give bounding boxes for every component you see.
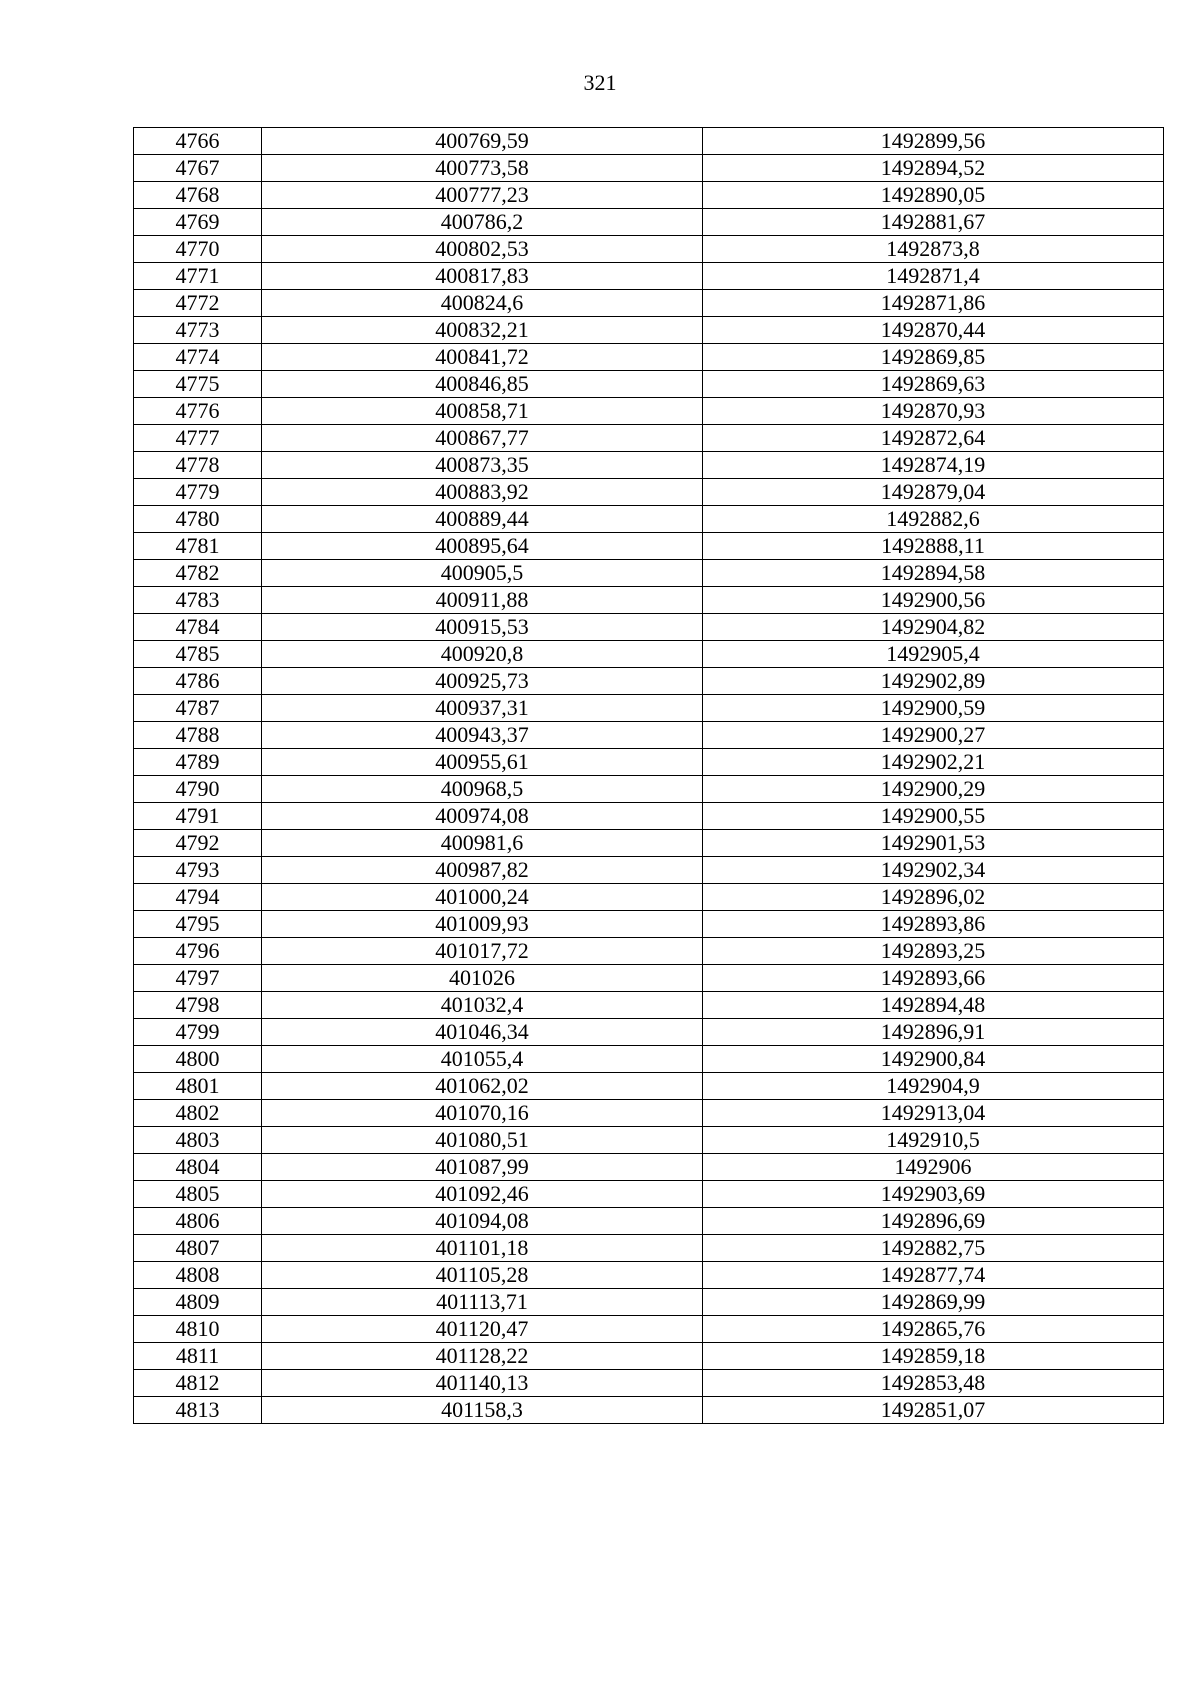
x-coordinate-cell: 401009,93 — [262, 911, 703, 938]
y-coordinate-cell: 1492900,29 — [703, 776, 1164, 803]
x-coordinate-cell: 401046,34 — [262, 1019, 703, 1046]
point-number-cell: 4793 — [134, 857, 262, 884]
x-coordinate-cell: 400777,23 — [262, 182, 703, 209]
x-coordinate-cell: 401113,71 — [262, 1289, 703, 1316]
x-coordinate-cell: 401087,99 — [262, 1154, 703, 1181]
y-coordinate-cell: 1492893,25 — [703, 938, 1164, 965]
point-number-cell: 4782 — [134, 560, 262, 587]
point-number-cell: 4795 — [134, 911, 262, 938]
x-coordinate-cell: 400920,8 — [262, 641, 703, 668]
y-coordinate-cell: 1492900,55 — [703, 803, 1164, 830]
y-coordinate-cell: 1492882,75 — [703, 1235, 1164, 1262]
table-row — [134, 317, 1164, 344]
table-row — [134, 1019, 1164, 1046]
y-coordinate-cell: 1492899,56 — [703, 128, 1164, 155]
y-coordinate-cell: 1492904,9 — [703, 1073, 1164, 1100]
point-number-cell: 4776 — [134, 398, 262, 425]
x-coordinate-cell: 401062,02 — [262, 1073, 703, 1100]
point-number-cell: 4798 — [134, 992, 262, 1019]
y-coordinate-cell: 1492879,04 — [703, 479, 1164, 506]
point-number-cell: 4784 — [134, 614, 262, 641]
point-number-cell: 4767 — [134, 155, 262, 182]
table-row — [134, 560, 1164, 587]
y-coordinate-cell: 1492900,56 — [703, 587, 1164, 614]
y-coordinate-cell: 1492873,8 — [703, 236, 1164, 263]
table-row — [134, 1235, 1164, 1262]
x-coordinate-cell: 401092,46 — [262, 1181, 703, 1208]
point-number-cell: 4766 — [134, 128, 262, 155]
point-number-cell: 4796 — [134, 938, 262, 965]
table-row — [134, 803, 1164, 830]
table-row — [134, 128, 1164, 155]
y-coordinate-cell: 1492910,5 — [703, 1127, 1164, 1154]
point-number-cell: 4807 — [134, 1235, 262, 1262]
x-coordinate-cell: 401120,47 — [262, 1316, 703, 1343]
x-coordinate-cell: 401000,24 — [262, 884, 703, 911]
y-coordinate-cell: 1492874,19 — [703, 452, 1164, 479]
point-number-cell: 4772 — [134, 290, 262, 317]
point-number-cell: 4788 — [134, 722, 262, 749]
x-coordinate-cell: 400943,37 — [262, 722, 703, 749]
y-coordinate-cell: 1492851,07 — [703, 1397, 1164, 1424]
x-coordinate-cell: 400883,92 — [262, 479, 703, 506]
table-row — [134, 1073, 1164, 1100]
y-coordinate-cell: 1492894,52 — [703, 155, 1164, 182]
x-coordinate-cell: 400889,44 — [262, 506, 703, 533]
y-coordinate-cell: 1492900,84 — [703, 1046, 1164, 1073]
y-coordinate-cell: 1492896,69 — [703, 1208, 1164, 1235]
x-coordinate-cell: 400915,53 — [262, 614, 703, 641]
table-row — [134, 533, 1164, 560]
table-row — [134, 614, 1164, 641]
table-row — [134, 398, 1164, 425]
x-coordinate-cell: 401026 — [262, 965, 703, 992]
y-coordinate-cell: 1492906 — [703, 1154, 1164, 1181]
x-coordinate-cell: 400824,6 — [262, 290, 703, 317]
y-coordinate-cell: 1492904,82 — [703, 614, 1164, 641]
x-coordinate-cell: 400955,61 — [262, 749, 703, 776]
point-number-cell: 4792 — [134, 830, 262, 857]
y-coordinate-cell: 1492859,18 — [703, 1343, 1164, 1370]
x-coordinate-cell: 400981,6 — [262, 830, 703, 857]
y-coordinate-cell: 1492871,86 — [703, 290, 1164, 317]
table-row — [134, 1289, 1164, 1316]
x-coordinate-cell: 400968,5 — [262, 776, 703, 803]
x-coordinate-cell: 400786,2 — [262, 209, 703, 236]
x-coordinate-cell: 401032,4 — [262, 992, 703, 1019]
table-row — [134, 992, 1164, 1019]
table-row — [134, 911, 1164, 938]
x-coordinate-cell: 401140,13 — [262, 1370, 703, 1397]
point-number-cell: 4797 — [134, 965, 262, 992]
table-row — [134, 1316, 1164, 1343]
x-coordinate-cell: 400773,58 — [262, 155, 703, 182]
y-coordinate-cell: 1492872,64 — [703, 425, 1164, 452]
point-number-cell: 4812 — [134, 1370, 262, 1397]
x-coordinate-cell: 401101,18 — [262, 1235, 703, 1262]
point-number-cell: 4799 — [134, 1019, 262, 1046]
y-coordinate-cell: 1492900,27 — [703, 722, 1164, 749]
point-number-cell: 4806 — [134, 1208, 262, 1235]
table-row — [134, 1154, 1164, 1181]
x-coordinate-cell: 401017,72 — [262, 938, 703, 965]
x-coordinate-cell: 400987,82 — [262, 857, 703, 884]
table-row — [134, 236, 1164, 263]
point-number-cell: 4774 — [134, 344, 262, 371]
y-coordinate-cell: 1492869,63 — [703, 371, 1164, 398]
x-coordinate-cell: 400937,31 — [262, 695, 703, 722]
y-coordinate-cell: 1492903,69 — [703, 1181, 1164, 1208]
point-number-cell: 4773 — [134, 317, 262, 344]
x-coordinate-cell: 400911,88 — [262, 587, 703, 614]
x-coordinate-cell: 401080,51 — [262, 1127, 703, 1154]
table-row — [134, 668, 1164, 695]
y-coordinate-cell: 1492870,93 — [703, 398, 1164, 425]
point-number-cell: 4803 — [134, 1127, 262, 1154]
y-coordinate-cell: 1492890,05 — [703, 182, 1164, 209]
x-coordinate-cell: 400846,85 — [262, 371, 703, 398]
point-number-cell: 4800 — [134, 1046, 262, 1073]
table-row — [134, 1397, 1164, 1424]
point-number-cell: 4785 — [134, 641, 262, 668]
y-coordinate-cell: 1492901,53 — [703, 830, 1164, 857]
table-row — [134, 938, 1164, 965]
table-row — [134, 884, 1164, 911]
y-coordinate-cell: 1492893,66 — [703, 965, 1164, 992]
point-number-cell: 4779 — [134, 479, 262, 506]
x-coordinate-cell: 400858,71 — [262, 398, 703, 425]
y-coordinate-cell: 1492869,85 — [703, 344, 1164, 371]
table-row — [134, 722, 1164, 749]
x-coordinate-cell: 400895,64 — [262, 533, 703, 560]
point-number-cell: 4813 — [134, 1397, 262, 1424]
table-row — [134, 965, 1164, 992]
point-number-cell: 4801 — [134, 1073, 262, 1100]
table-row — [134, 1343, 1164, 1370]
x-coordinate-cell: 401158,3 — [262, 1397, 703, 1424]
point-number-cell: 4781 — [134, 533, 262, 560]
y-coordinate-cell: 1492888,11 — [703, 533, 1164, 560]
x-coordinate-cell: 401105,28 — [262, 1262, 703, 1289]
table-row — [134, 344, 1164, 371]
coordinates-table-body — [134, 128, 1164, 1424]
x-coordinate-cell: 401094,08 — [262, 1208, 703, 1235]
point-number-cell: 4780 — [134, 506, 262, 533]
table-row — [134, 830, 1164, 857]
table-row — [134, 425, 1164, 452]
table-row — [134, 1208, 1164, 1235]
table-row — [134, 479, 1164, 506]
table-row — [134, 641, 1164, 668]
point-number-cell: 4783 — [134, 587, 262, 614]
x-coordinate-cell: 400769,59 — [262, 128, 703, 155]
y-coordinate-cell: 1492881,67 — [703, 209, 1164, 236]
y-coordinate-cell: 1492902,21 — [703, 749, 1164, 776]
y-coordinate-cell: 1492870,44 — [703, 317, 1164, 344]
point-number-cell: 4811 — [134, 1343, 262, 1370]
table-row — [134, 857, 1164, 884]
point-number-cell: 4769 — [134, 209, 262, 236]
y-coordinate-cell: 1492894,48 — [703, 992, 1164, 1019]
point-number-cell: 4809 — [134, 1289, 262, 1316]
table-row — [134, 1262, 1164, 1289]
x-coordinate-cell: 400817,83 — [262, 263, 703, 290]
y-coordinate-cell: 1492900,59 — [703, 695, 1164, 722]
point-number-cell: 4771 — [134, 263, 262, 290]
table-row — [134, 506, 1164, 533]
table-row — [134, 1127, 1164, 1154]
table-row — [134, 209, 1164, 236]
page-number: 321 — [583, 70, 617, 95]
point-number-cell: 4789 — [134, 749, 262, 776]
x-coordinate-cell: 401128,22 — [262, 1343, 703, 1370]
point-number-cell: 4770 — [134, 236, 262, 263]
x-coordinate-cell: 400832,21 — [262, 317, 703, 344]
table-row — [134, 749, 1164, 776]
y-coordinate-cell: 1492894,58 — [703, 560, 1164, 587]
x-coordinate-cell: 401055,4 — [262, 1046, 703, 1073]
y-coordinate-cell: 1492882,6 — [703, 506, 1164, 533]
x-coordinate-cell: 400925,73 — [262, 668, 703, 695]
y-coordinate-cell: 1492853,48 — [703, 1370, 1164, 1397]
table-row — [134, 1100, 1164, 1127]
y-coordinate-cell: 1492865,76 — [703, 1316, 1164, 1343]
y-coordinate-cell: 1492913,04 — [703, 1100, 1164, 1127]
x-coordinate-cell: 400841,72 — [262, 344, 703, 371]
y-coordinate-cell: 1492902,89 — [703, 668, 1164, 695]
point-number-cell: 4786 — [134, 668, 262, 695]
point-number-cell: 4810 — [134, 1316, 262, 1343]
table-row — [134, 263, 1164, 290]
table-row — [134, 587, 1164, 614]
table-row — [134, 182, 1164, 209]
point-number-cell: 4768 — [134, 182, 262, 209]
point-number-cell: 4804 — [134, 1154, 262, 1181]
y-coordinate-cell: 1492869,99 — [703, 1289, 1164, 1316]
y-coordinate-cell: 1492905,4 — [703, 641, 1164, 668]
y-coordinate-cell: 1492902,34 — [703, 857, 1164, 884]
table-row — [134, 776, 1164, 803]
table-row — [134, 1370, 1164, 1397]
point-number-cell: 4791 — [134, 803, 262, 830]
x-coordinate-cell: 400873,35 — [262, 452, 703, 479]
table-row — [134, 695, 1164, 722]
point-number-cell: 4805 — [134, 1181, 262, 1208]
table-row — [134, 1046, 1164, 1073]
y-coordinate-cell: 1492893,86 — [703, 911, 1164, 938]
table-row — [134, 290, 1164, 317]
y-coordinate-cell: 1492896,91 — [703, 1019, 1164, 1046]
point-number-cell: 4808 — [134, 1262, 262, 1289]
y-coordinate-cell: 1492896,02 — [703, 884, 1164, 911]
point-number-cell: 4790 — [134, 776, 262, 803]
point-number-cell: 4777 — [134, 425, 262, 452]
x-coordinate-cell: 400867,77 — [262, 425, 703, 452]
point-number-cell: 4775 — [134, 371, 262, 398]
x-coordinate-cell: 400802,53 — [262, 236, 703, 263]
point-number-cell: 4778 — [134, 452, 262, 479]
x-coordinate-cell: 400974,08 — [262, 803, 703, 830]
table-row — [134, 452, 1164, 479]
table-row — [134, 155, 1164, 182]
point-number-cell: 4794 — [134, 884, 262, 911]
x-coordinate-cell: 401070,16 — [262, 1100, 703, 1127]
table-row — [134, 1181, 1164, 1208]
table-row — [134, 371, 1164, 398]
point-number-cell: 4802 — [134, 1100, 262, 1127]
y-coordinate-cell: 1492877,74 — [703, 1262, 1164, 1289]
y-coordinate-cell: 1492871,4 — [703, 263, 1164, 290]
coordinates-table — [133, 127, 1164, 1424]
x-coordinate-cell: 400905,5 — [262, 560, 703, 587]
point-number-cell: 4787 — [134, 695, 262, 722]
